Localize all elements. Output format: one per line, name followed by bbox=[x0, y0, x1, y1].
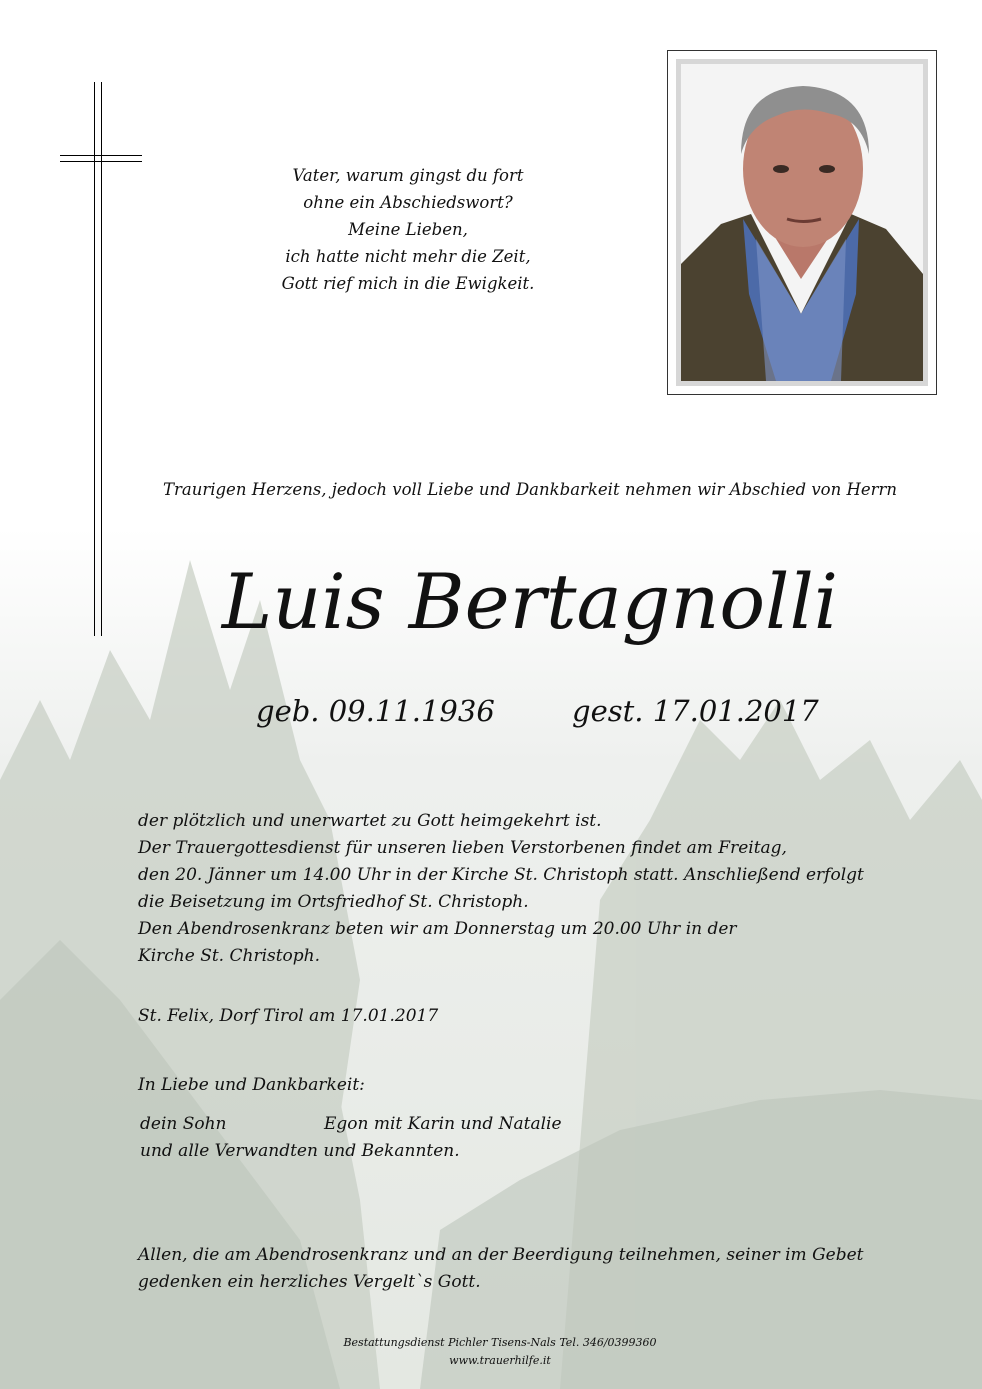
mourners-heading: In Liebe und Dankbarkeit: bbox=[138, 1075, 365, 1095]
thanks-text bbox=[138, 1242, 864, 1296]
cross-horizontal-beam bbox=[60, 155, 142, 162]
poem-line: ohne ein Abschiedswort? bbox=[303, 193, 513, 212]
relatives-line: und alle Verwandten und Bekannten. bbox=[140, 1141, 460, 1161]
portrait-photo bbox=[681, 64, 923, 381]
portrait-mat bbox=[676, 59, 928, 386]
footer bbox=[300, 1334, 700, 1370]
deceased-name: Luis Bertagnolli bbox=[221, 557, 839, 646]
poem-line: Meine Lieben, bbox=[348, 220, 468, 239]
portrait-illustration bbox=[681, 64, 923, 381]
poem bbox=[230, 162, 586, 297]
son-label: dein Sohn bbox=[140, 1114, 227, 1134]
intro-text: Traurigen Herzens, jedoch voll Liebe und Dankbarkeit nehmen wir Abschied von Herrn bbox=[162, 480, 898, 499]
website-link[interactable]: www.trauerhilfe.it bbox=[449, 1354, 551, 1367]
announcement-line: den 20. Jänner um 14.00 Uhr in der Kirche St. Christoph statt. Anschließend erfolgt bbox=[138, 865, 864, 885]
poem-line: Gott rief mich in die Ewigkeit. bbox=[281, 274, 535, 293]
announcement-line: der plötzlich und unerwartet zu Gott heimgekehrt ist. bbox=[138, 811, 602, 831]
announcement-line: Den Abendrosenkranz beten wir am Donnerstag um 20.00 Uhr in der bbox=[138, 919, 737, 939]
death-date: gest. 17.01.2017 bbox=[572, 694, 819, 728]
funeral-announcement bbox=[138, 808, 864, 970]
funeral-service-info: Bestattungsdienst Pichler Tisens-Nals Tel. 346/0399360 bbox=[343, 1336, 657, 1349]
poem-line: ich hatte nicht mehr die Zeit, bbox=[285, 247, 531, 266]
thanks-line: gedenken ein herzliches Vergelt`s Gott. bbox=[138, 1272, 481, 1292]
portrait-frame bbox=[667, 50, 937, 395]
announcement-line: die Beisetzung im Ortsfriedhof St. Christoph. bbox=[138, 892, 529, 912]
son-names: Egon mit Karin und Natalie bbox=[324, 1114, 562, 1134]
birth-date: geb. 09.11.1936 bbox=[256, 694, 495, 728]
announcement-line: Der Trauergottesdienst für unseren lieben Verstorbenen findet am Freitag, bbox=[138, 838, 787, 858]
poem-line: Vater, warum gingst du fort bbox=[292, 166, 524, 185]
announcement-line: Kirche St. Christoph. bbox=[138, 946, 321, 966]
thanks-line: Allen, die am Abendrosenkranz und an der Beerdigung teilnehmen, seiner im Gebet bbox=[138, 1245, 864, 1265]
place-date: St. Felix, Dorf Tirol am 17.01.2017 bbox=[138, 1006, 439, 1026]
